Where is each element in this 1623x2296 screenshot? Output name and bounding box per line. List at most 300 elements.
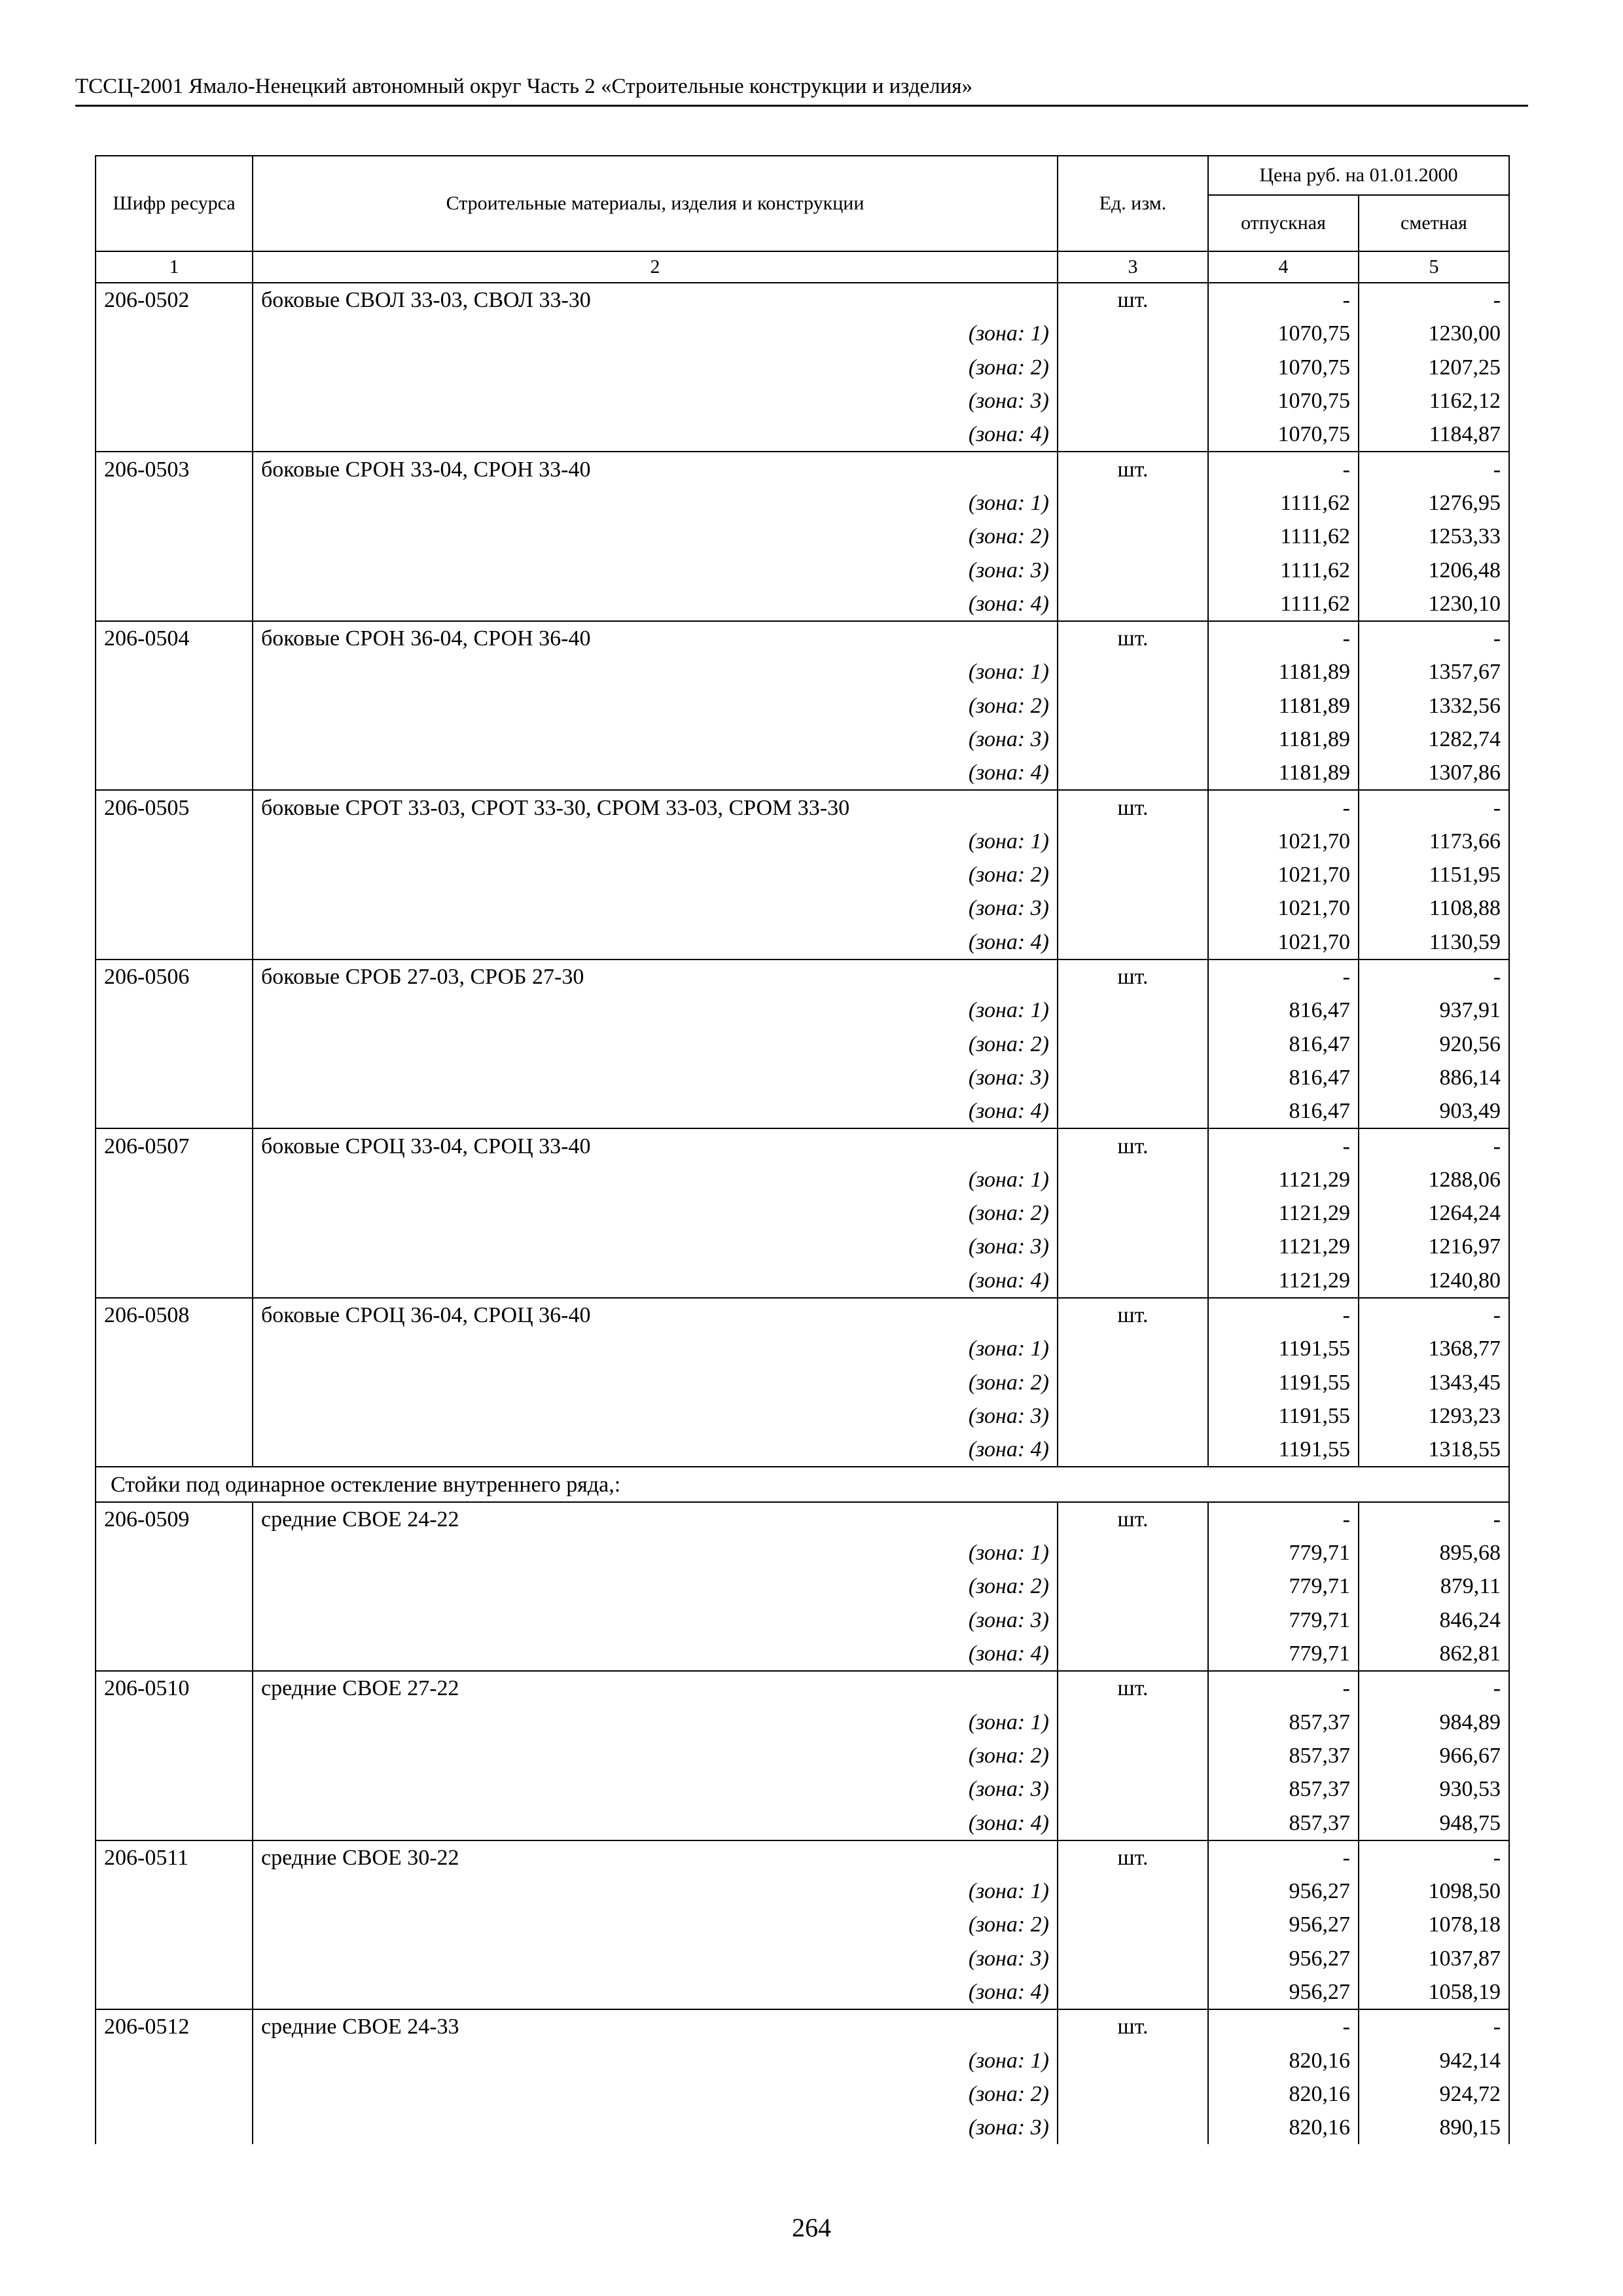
zone-release-price: 1121,29 (1208, 1264, 1359, 1298)
resource-row (96, 283, 1509, 317)
zone-label: (зона: 1) (253, 1705, 1058, 1738)
resource-code: 206-0505 (96, 790, 253, 824)
zone-unit-cell (1058, 1772, 1208, 1806)
zone-release-price: 779,71 (1208, 1570, 1359, 1603)
zone-row (96, 1163, 1509, 1196)
zone-release-price: 1021,70 (1208, 858, 1359, 891)
zone-row (96, 1366, 1509, 1399)
table-header (96, 156, 1509, 283)
zone-code-cell (96, 723, 253, 756)
zone-release-price: 956,27 (1208, 1874, 1359, 1908)
zone-label: (зона: 1) (253, 994, 1058, 1027)
zone-row (96, 994, 1509, 1027)
resource-code: 206-0508 (96, 1298, 253, 1332)
zone-release-price: 1111,62 (1208, 587, 1359, 621)
zone-code-cell (96, 1061, 253, 1094)
zone-estimate-price: 1151,95 (1359, 858, 1509, 891)
zone-code-cell (96, 1570, 253, 1603)
estimate-price: - (1359, 2009, 1509, 2043)
zone-code-cell (96, 486, 253, 520)
zone-code-cell (96, 1196, 253, 1230)
zone-code-cell (96, 1874, 253, 1908)
zone-label: (зона: 4) (253, 1264, 1058, 1298)
zone-estimate-price: 862,81 (1359, 1637, 1509, 1671)
zone-row (96, 1604, 1509, 1637)
resource-code: 206-0509 (96, 1502, 253, 1536)
zone-code-cell (96, 1604, 253, 1637)
zone-unit-cell (1058, 1163, 1208, 1196)
zone-release-price: 1181,89 (1208, 655, 1359, 689)
page-header: ТССЦ-2001 Ямало-Ненецкий автономный округ Часть 2 «Строительные конструкции и изделия» (75, 75, 972, 98)
zone-label: (зона: 2) (253, 520, 1058, 553)
zone-unit-cell (1058, 1399, 1208, 1433)
zone-code-cell (96, 689, 253, 723)
zone-release-price: 1181,89 (1208, 723, 1359, 756)
zone-code-cell (96, 1332, 253, 1365)
zone-unit-cell (1058, 655, 1208, 689)
resource-name: средние СВОЕ 24-22 (253, 1502, 1058, 1536)
zone-row (96, 418, 1509, 452)
zone-estimate-price: 1293,23 (1359, 1399, 1509, 1433)
zone-row (96, 756, 1509, 790)
zone-release-price: 779,71 (1208, 1536, 1359, 1570)
zone-label: (зона: 2) (253, 351, 1058, 384)
zone-release-price: 1111,62 (1208, 520, 1359, 553)
zone-unit-cell (1058, 723, 1208, 756)
zone-code-cell (96, 1942, 253, 1975)
zone-release-price: 1021,70 (1208, 825, 1359, 858)
zone-unit-cell (1058, 1705, 1208, 1738)
zone-estimate-price: 966,67 (1359, 1739, 1509, 1772)
zone-row (96, 2077, 1509, 2111)
zone-row (96, 858, 1509, 891)
zone-unit-cell (1058, 1908, 1208, 1941)
zone-unit-cell (1058, 1061, 1208, 1094)
zone-estimate-price: 924,72 (1359, 2077, 1509, 2111)
zone-row (96, 1942, 1509, 1975)
zone-label: (зона: 1) (253, 486, 1058, 520)
resource-name: средние СВОЕ 30-22 (253, 1840, 1058, 1874)
resource-name: боковые СВОЛ 33-03, СВОЛ 33-30 (253, 283, 1058, 317)
zone-label: (зона: 2) (253, 1196, 1058, 1230)
resource-unit: шт. (1058, 1502, 1208, 1536)
resource-row (96, 621, 1509, 655)
zone-row (96, 1399, 1509, 1433)
zone-estimate-price: 1288,06 (1359, 1163, 1509, 1196)
zone-row (96, 1975, 1509, 2009)
zone-unit-cell (1058, 925, 1208, 960)
estimate-price: - (1359, 1298, 1509, 1332)
zone-label: (зона: 2) (253, 1908, 1058, 1941)
zone-row (96, 891, 1509, 925)
zone-release-price: 816,47 (1208, 1061, 1359, 1094)
resource-code: 206-0511 (96, 1840, 253, 1874)
zone-code-cell (96, 1908, 253, 1941)
zone-release-price: 857,37 (1208, 1806, 1359, 1840)
zone-unit-cell (1058, 587, 1208, 621)
zone-label: (зона: 3) (253, 1399, 1058, 1433)
zone-release-price: 1070,75 (1208, 418, 1359, 452)
zone-label: (зона: 1) (253, 2043, 1058, 2077)
zone-unit-cell (1058, 756, 1208, 790)
zone-release-price: 1021,70 (1208, 891, 1359, 925)
zone-estimate-price: 984,89 (1359, 1705, 1509, 1738)
page-number: 264 (792, 2213, 831, 2242)
zone-unit-cell (1058, 1332, 1208, 1365)
zone-release-price: 1181,89 (1208, 689, 1359, 723)
zone-estimate-price: 1230,00 (1359, 317, 1509, 350)
resource-row (96, 1502, 1509, 1536)
resource-name: боковые СРОБ 27-03, СРОБ 27-30 (253, 960, 1058, 994)
zone-code-cell (96, 520, 253, 553)
zone-label: (зона: 1) (253, 825, 1058, 858)
zone-estimate-price: 1206,48 (1359, 553, 1509, 586)
release-price: - (1208, 1671, 1359, 1705)
zone-release-price: 1070,75 (1208, 384, 1359, 418)
zone-estimate-price: 1216,97 (1359, 1230, 1509, 1263)
release-price: - (1208, 1298, 1359, 1332)
resource-code: 206-0512 (96, 2009, 253, 2043)
zone-label: (зона: 3) (253, 553, 1058, 586)
zone-code-cell (96, 756, 253, 790)
zone-code-cell (96, 1772, 253, 1806)
zone-unit-cell (1058, 2111, 1208, 2144)
zone-row (96, 1230, 1509, 1263)
zone-label: (зона: 4) (253, 1806, 1058, 1840)
zone-unit-cell (1058, 1028, 1208, 1061)
zone-release-price: 1191,55 (1208, 1433, 1359, 1467)
zone-unit-cell (1058, 1366, 1208, 1399)
estimate-price: - (1359, 1128, 1509, 1162)
zone-label: (зона: 1) (253, 1163, 1058, 1196)
zone-label: (зона: 3) (253, 384, 1058, 418)
zone-unit-cell (1058, 1942, 1208, 1975)
col-release-header: отпускная (1208, 195, 1359, 251)
zone-code-cell (96, 317, 253, 350)
zone-release-price: 956,27 (1208, 1975, 1359, 2009)
col-estimate-header: сметная (1359, 195, 1509, 251)
zone-estimate-price: 1098,50 (1359, 1874, 1509, 1908)
release-price: - (1208, 1128, 1359, 1162)
zone-row (96, 317, 1509, 350)
zone-release-price: 820,16 (1208, 2111, 1359, 2144)
zone-estimate-price: 1058,19 (1359, 1975, 1509, 2009)
resource-unit: шт. (1058, 1840, 1208, 1874)
zone-release-price: 1121,29 (1208, 1196, 1359, 1230)
zone-estimate-price: 920,56 (1359, 1028, 1509, 1061)
zone-label: (зона: 3) (253, 1604, 1058, 1637)
zone-label: (зона: 4) (253, 1975, 1058, 2009)
zone-unit-cell (1058, 891, 1208, 925)
zone-estimate-price: 1230,10 (1359, 587, 1509, 621)
zone-unit-cell (1058, 825, 1208, 858)
zone-unit-cell (1058, 1874, 1208, 1908)
zone-unit-cell (1058, 689, 1208, 723)
zone-estimate-price: 1276,95 (1359, 486, 1509, 520)
zone-release-price: 816,47 (1208, 994, 1359, 1027)
zone-label: (зона: 1) (253, 1332, 1058, 1365)
zone-unit-cell (1058, 520, 1208, 553)
zone-row (96, 1094, 1509, 1128)
zone-release-price: 1070,75 (1208, 317, 1359, 350)
zone-label: (зона: 4) (253, 925, 1058, 960)
col-code-header: Шифр ресурса (96, 156, 253, 251)
resource-name: средние СВОЕ 27-22 (253, 1671, 1058, 1705)
resource-name: боковые СРОЦ 36-04, СРОЦ 36-40 (253, 1298, 1058, 1332)
zone-estimate-price: 1307,86 (1359, 756, 1509, 790)
zone-estimate-price: 1130,59 (1359, 925, 1509, 960)
header-rule (75, 105, 1528, 107)
zone-label: (зона: 3) (253, 891, 1058, 925)
release-price: - (1208, 960, 1359, 994)
zone-label: (зона: 1) (253, 655, 1058, 689)
zone-release-price: 1191,55 (1208, 1366, 1359, 1399)
price-table (95, 155, 1510, 2144)
zone-label: (зона: 4) (253, 1094, 1058, 1128)
zone-row (96, 587, 1509, 621)
zone-code-cell (96, 2111, 253, 2144)
zone-code-cell (96, 1536, 253, 1570)
zone-unit-cell (1058, 553, 1208, 586)
zone-row (96, 1874, 1509, 1908)
zone-code-cell (96, 1637, 253, 1671)
zone-code-cell (96, 994, 253, 1027)
zone-unit-cell (1058, 1264, 1208, 1298)
estimate-price: - (1359, 452, 1509, 486)
zone-row (96, 1332, 1509, 1365)
zone-row (96, 825, 1509, 858)
zone-release-price: 956,27 (1208, 1908, 1359, 1941)
zone-estimate-price: 890,15 (1359, 2111, 1509, 2144)
zone-code-cell (96, 858, 253, 891)
release-price: - (1208, 283, 1359, 317)
zone-unit-cell (1058, 1230, 1208, 1263)
zone-code-cell (96, 891, 253, 925)
zone-code-cell (96, 1230, 253, 1263)
resource-code: 206-0506 (96, 960, 253, 994)
zone-release-price: 1121,29 (1208, 1230, 1359, 1263)
zone-row (96, 351, 1509, 384)
resource-name: боковые СРОЦ 33-04, СРОЦ 33-40 (253, 1128, 1058, 1162)
estimate-price: - (1359, 1840, 1509, 1874)
resource-unit: шт. (1058, 1298, 1208, 1332)
zone-unit-cell (1058, 1806, 1208, 1840)
resource-name: средние СВОЕ 24-33 (253, 2009, 1058, 2043)
zone-row (96, 2111, 1509, 2144)
zone-estimate-price: 1162,12 (1359, 384, 1509, 418)
zone-label: (зона: 2) (253, 858, 1058, 891)
zone-label: (зона: 3) (253, 2111, 1058, 2144)
zone-label: (зона: 1) (253, 317, 1058, 350)
resource-unit: шт. (1058, 960, 1208, 994)
zone-release-price: 820,16 (1208, 2043, 1359, 2077)
section-body (96, 1467, 1509, 1501)
zone-release-price: 816,47 (1208, 1094, 1359, 1128)
zone-estimate-price: 895,68 (1359, 1536, 1509, 1570)
estimate-price: - (1359, 1671, 1509, 1705)
zone-label: (зона: 3) (253, 1230, 1058, 1263)
release-price: - (1208, 1502, 1359, 1536)
zone-row (96, 1061, 1509, 1094)
col-number: 3 (1058, 251, 1208, 283)
resource-unit: шт. (1058, 1671, 1208, 1705)
zone-code-cell (96, 384, 253, 418)
zone-label: (зона: 2) (253, 689, 1058, 723)
estimate-price: - (1359, 1502, 1509, 1536)
resource-unit: шт. (1058, 452, 1208, 486)
zone-estimate-price: 1282,74 (1359, 723, 1509, 756)
table-body-after (96, 1502, 1509, 2145)
zone-release-price: 1021,70 (1208, 925, 1359, 960)
zone-label: (зона: 4) (253, 756, 1058, 790)
zone-release-price: 816,47 (1208, 1028, 1359, 1061)
zone-label: (зона: 2) (253, 1366, 1058, 1399)
zone-unit-cell (1058, 2077, 1208, 2111)
zone-row (96, 2043, 1509, 2077)
zone-unit-cell (1058, 858, 1208, 891)
zone-release-price: 1121,29 (1208, 1163, 1359, 1196)
resource-code: 206-0510 (96, 1671, 253, 1705)
zone-code-cell (96, 1739, 253, 1772)
zone-estimate-price: 948,75 (1359, 1806, 1509, 1840)
zone-code-cell (96, 1705, 253, 1738)
zone-release-price: 857,37 (1208, 1772, 1359, 1806)
zone-code-cell (96, 1264, 253, 1298)
col-number: 4 (1208, 251, 1359, 283)
zone-row (96, 1264, 1509, 1298)
zone-label: (зона: 2) (253, 1570, 1058, 1603)
zone-code-cell (96, 2043, 253, 2077)
zone-row (96, 925, 1509, 960)
zone-release-price: 1070,75 (1208, 351, 1359, 384)
zone-label: (зона: 4) (253, 1433, 1058, 1467)
col-price-header: Цена руб. на 01.01.2000 (1208, 156, 1509, 195)
zone-unit-cell (1058, 1739, 1208, 1772)
zone-estimate-price: 1357,67 (1359, 655, 1509, 689)
resource-name: боковые СРОН 33-04, СРОН 33-40 (253, 452, 1058, 486)
zone-label: (зона: 4) (253, 418, 1058, 452)
zone-row (96, 553, 1509, 586)
release-price: - (1208, 1840, 1359, 1874)
zone-label: (зона: 3) (253, 723, 1058, 756)
zone-unit-cell (1058, 1433, 1208, 1467)
zone-row (96, 1536, 1509, 1570)
zone-code-cell (96, 1094, 253, 1128)
zone-row (96, 1806, 1509, 1840)
zone-release-price: 1111,62 (1208, 486, 1359, 520)
zone-unit-cell (1058, 1637, 1208, 1671)
zone-label: (зона: 2) (253, 1028, 1058, 1061)
zone-code-cell (96, 1975, 253, 2009)
zone-code-cell (96, 925, 253, 960)
zone-unit-cell (1058, 1196, 1208, 1230)
zone-release-price: 1191,55 (1208, 1399, 1359, 1433)
zone-row (96, 1908, 1509, 1941)
zone-code-cell (96, 418, 253, 452)
col-unit-header: Ед. изм. (1058, 156, 1208, 251)
table-body-before (96, 283, 1509, 1467)
release-price: - (1208, 452, 1359, 486)
zone-code-cell (96, 1028, 253, 1061)
resource-code: 206-0503 (96, 452, 253, 486)
zone-code-cell (96, 1163, 253, 1196)
zone-row (96, 1570, 1509, 1603)
section-title: Стойки под одинарное остекление внутреннего ряда,: (96, 1467, 1509, 1501)
zone-row (96, 384, 1509, 418)
release-price: - (1208, 621, 1359, 655)
zone-estimate-price: 1184,87 (1359, 418, 1509, 452)
release-price: - (1208, 790, 1359, 824)
zone-estimate-price: 1253,33 (1359, 520, 1509, 553)
zone-unit-cell (1058, 1604, 1208, 1637)
resource-row (96, 1840, 1509, 1874)
zone-release-price: 857,37 (1208, 1739, 1359, 1772)
zone-release-price: 779,71 (1208, 1637, 1359, 1671)
zone-unit-cell (1058, 351, 1208, 384)
zone-release-price: 820,16 (1208, 2077, 1359, 2111)
zone-unit-cell (1058, 1975, 1208, 2009)
resource-name: боковые СРОТ 33-03, СРОТ 33-30, СРОМ 33-03, СРОМ 33-30 (253, 790, 1058, 824)
zone-label: (зона: 2) (253, 2077, 1058, 2111)
zone-row (96, 723, 1509, 756)
zone-row (96, 520, 1509, 553)
zone-estimate-price: 903,49 (1359, 1094, 1509, 1128)
zone-label: (зона: 1) (253, 1536, 1058, 1570)
zone-estimate-price: 1207,25 (1359, 351, 1509, 384)
zone-row (96, 655, 1509, 689)
zone-estimate-price: 1264,24 (1359, 1196, 1509, 1230)
zone-code-cell (96, 2077, 253, 2111)
col-name-header: Строительные материалы, изделия и конструкции (253, 156, 1058, 251)
zone-estimate-price: 942,14 (1359, 2043, 1509, 2077)
zone-code-cell (96, 351, 253, 384)
resource-row (96, 452, 1509, 486)
resource-name: боковые СРОН 36-04, СРОН 36-40 (253, 621, 1058, 655)
zone-code-cell (96, 825, 253, 858)
zone-release-price: 1111,62 (1208, 553, 1359, 586)
zone-release-price: 1181,89 (1208, 756, 1359, 790)
resource-row (96, 1671, 1509, 1705)
zone-unit-cell (1058, 486, 1208, 520)
col-number: 2 (253, 251, 1058, 283)
zone-row (96, 1772, 1509, 1806)
zone-label: (зона: 4) (253, 1637, 1058, 1671)
estimate-price: - (1359, 790, 1509, 824)
zone-row (96, 1637, 1509, 1671)
zone-unit-cell (1058, 317, 1208, 350)
resource-unit: шт. (1058, 283, 1208, 317)
zone-row (96, 1705, 1509, 1738)
resource-row (96, 1298, 1509, 1332)
zone-unit-cell (1058, 1570, 1208, 1603)
zone-label: (зона: 3) (253, 1061, 1058, 1094)
resource-unit: шт. (1058, 1128, 1208, 1162)
zone-code-cell (96, 1806, 253, 1840)
zone-release-price: 857,37 (1208, 1705, 1359, 1738)
zone-estimate-price: 930,53 (1359, 1772, 1509, 1806)
zone-unit-cell (1058, 1536, 1208, 1570)
resource-code: 206-0502 (96, 283, 253, 317)
resource-row (96, 790, 1509, 824)
zone-code-cell (96, 1433, 253, 1467)
estimate-price: - (1359, 621, 1509, 655)
resource-unit: шт. (1058, 790, 1208, 824)
zone-estimate-price: 1240,80 (1359, 1264, 1509, 1298)
zone-label: (зона: 2) (253, 1739, 1058, 1772)
zone-release-price: 779,71 (1208, 1604, 1359, 1637)
zone-row (96, 486, 1509, 520)
zone-unit-cell (1058, 384, 1208, 418)
